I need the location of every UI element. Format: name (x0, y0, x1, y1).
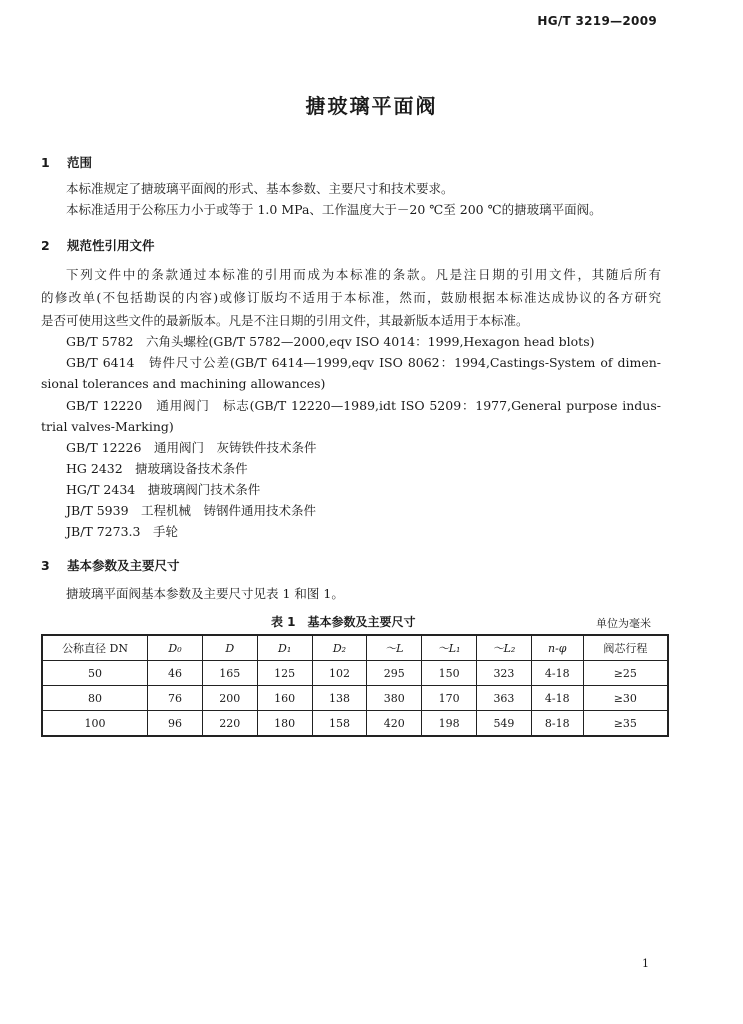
parameters-table (41, 634, 669, 737)
table-cell: 180 (257, 711, 312, 737)
section-title: 规范性引用文件 (67, 238, 155, 253)
header-cell: ～L₁ (422, 635, 477, 661)
section-title: 基本参数及主要尺寸 (67, 558, 180, 573)
table-cell: ≥25 (583, 661, 668, 686)
section-title: 范围 (67, 155, 93, 170)
header-cell: 阀芯行程 (583, 635, 668, 661)
section-number: 1 (41, 155, 50, 170)
table-cell: 125 (257, 661, 312, 686)
header-cell: D₂ (312, 635, 367, 661)
header-cell: ～L₂ (477, 635, 532, 661)
table-cell: 96 (148, 711, 203, 737)
references-intro-line: 的修改单(不包括勘误的内容)或修订版均不适用于本标准，然而，鼓励根据本标准达成协议的各方研究 (41, 290, 661, 305)
table-cell: 549 (477, 711, 532, 737)
table-cell: ≥35 (583, 711, 668, 737)
section-1-heading (41, 153, 92, 171)
table-cell: 50 (42, 661, 148, 686)
section-number: 2 (41, 238, 50, 253)
reference-item: HG/T 2434 搪玻璃阀门技术条件 (66, 482, 261, 497)
scope-paragraph-1: 本标准规定了搪玻璃平面阀的形式、基本参数、主要尺寸和技术要求。 (66, 181, 454, 196)
table-cell: 138 (312, 686, 367, 711)
table-cell: 80 (42, 686, 148, 711)
reference-item: GB/T 12226 通用阀门 灰铸铁件技术条件 (66, 440, 317, 455)
table-header-row (42, 635, 668, 661)
table-cell: 100 (42, 711, 148, 737)
table-cell: 76 (148, 686, 203, 711)
table-cell: 363 (477, 686, 532, 711)
table-cell: ≥30 (583, 686, 668, 711)
table-cell: 102 (312, 661, 367, 686)
section-3-heading (41, 556, 180, 574)
header-cell: 公称直径 DN (42, 635, 148, 661)
references-intro-line: 是否可使用这些文件的最新版本。凡是不注日期的引用文件，其最新版本适用于本标准。 (41, 313, 529, 328)
reference-item: sional tolerances and machining allowances) (41, 376, 326, 391)
references-intro-line: 下列文件中的条款通过本标准的引用而成为本标准的条款。凡是注日期的引用文件，其随后所有 (66, 267, 661, 282)
section-2-heading (41, 236, 155, 254)
reference-item: GB/T 5782 六角头螺栓(GB/T 5782—2000,eqv ISO 4014：1999,Hexagon head blots) (66, 334, 595, 349)
section-number: 3 (41, 558, 50, 573)
header-cell: n-φ (531, 635, 583, 661)
reference-item: GB/T 6414 铸件尺寸公差(GB/T 6414—1999,eqv ISO 8062：1994,Castings-System of dimen- (66, 355, 661, 370)
table-cell: 165 (202, 661, 257, 686)
header-cell: D₁ (257, 635, 312, 661)
table-cell: 295 (367, 661, 422, 686)
table-cell: 4-18 (531, 686, 583, 711)
reference-item: trial valves-Marking) (41, 419, 174, 434)
table-cell: 160 (257, 686, 312, 711)
table-cell: 150 (422, 661, 477, 686)
parameters-paragraph: 搪玻璃平面阀基本参数及主要尺寸见表 1 和图 1。 (66, 586, 344, 601)
table-unit-note: 单位为毫米 (596, 617, 651, 630)
table-cell: 8-18 (531, 711, 583, 737)
scope-paragraph-2: 本标准适用于公称压力小于或等于 1.0 MPa、工作温度大于－20 ℃至 200 ℃的搪玻璃平面阀。 (66, 202, 602, 217)
document-title: 搪玻璃平面阀 (305, 94, 438, 118)
reference-item: JB/T 5939 工程机械 铸钢件通用技术条件 (66, 503, 317, 518)
table-cell: 46 (148, 661, 203, 686)
table-cell: 220 (202, 711, 257, 737)
header-cell: D (202, 635, 257, 661)
table-cell: 323 (477, 661, 532, 686)
table-caption: 表 1 基本参数及主要尺寸 (271, 615, 416, 629)
standard-number: HG/T 3219—2009 (537, 14, 657, 28)
table-row (42, 711, 668, 737)
table-cell: 420 (367, 711, 422, 737)
reference-item: JB/T 7273.3 手轮 (66, 524, 178, 539)
table-cell: 158 (312, 711, 367, 737)
table-cell: 170 (422, 686, 477, 711)
table-cell: 198 (422, 711, 477, 737)
reference-item: HG 2432 搪玻璃设备技术条件 (66, 461, 248, 476)
table-cell: 200 (202, 686, 257, 711)
header-cell: ～L (367, 635, 422, 661)
table-row (42, 661, 668, 686)
table-cell: 4-18 (531, 661, 583, 686)
header-cell: D₀ (148, 635, 203, 661)
page-number: 1 (642, 957, 649, 970)
table-cell: 380 (367, 686, 422, 711)
table-row (42, 686, 668, 711)
reference-item: GB/T 12220 通用阀门 标志(GB/T 12220—1989,idt ISO 5209：1977,General purpose indus- (66, 398, 661, 413)
